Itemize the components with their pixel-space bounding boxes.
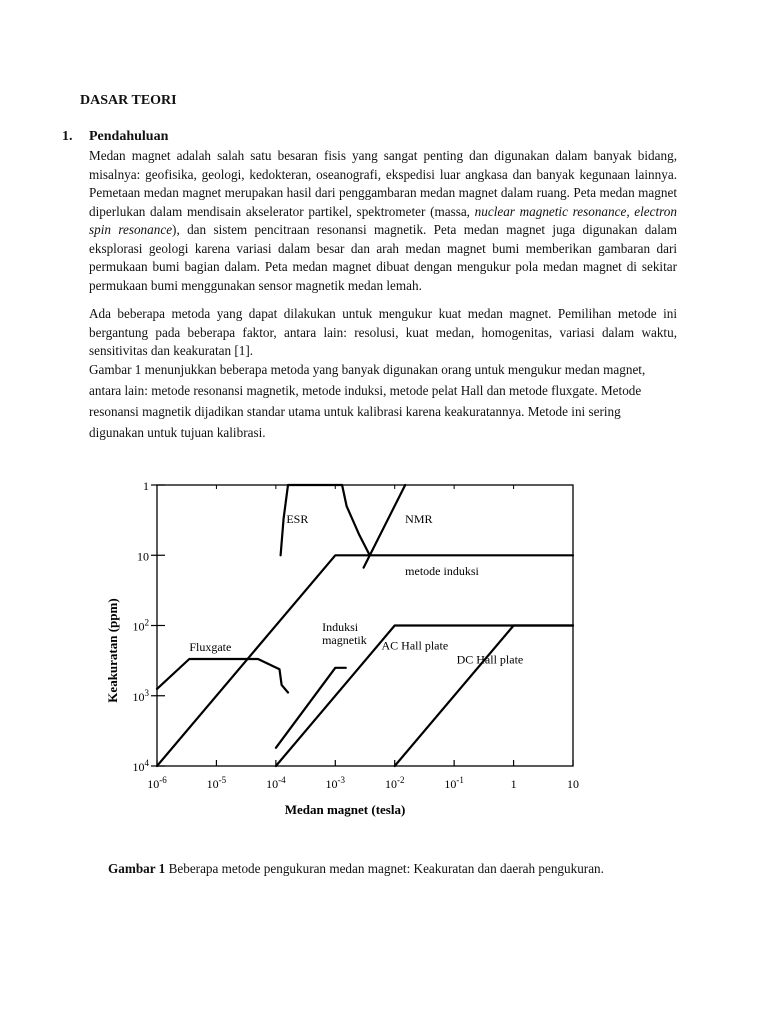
section-number: 1.	[62, 129, 73, 144]
series-label-esr: ESR	[286, 512, 309, 527]
section-heading: DASAR TEORI	[80, 93, 177, 108]
figure-1	[95, 466, 595, 826]
x-tick-label: $10^{-3}$	[325, 775, 346, 791]
accuracy-chart	[95, 466, 595, 826]
series-label-fluxgate: Fluxgate	[189, 639, 232, 654]
series-label-nmr: NMR	[405, 512, 433, 527]
x-tick-label: 1	[510, 777, 517, 791]
y-tick-label: $10^4$	[132, 758, 149, 774]
series-label-metode-induksi: metode induksi	[405, 563, 479, 578]
section-title: Pendahuluan	[89, 129, 169, 144]
x-tick-label: $10^{-6}$	[147, 775, 167, 791]
text-segment: Medan magnet adalah salah satu besaran fisis yang sangat penting dan digunakan dalam banyak bidang, misalnya: geofisika, geologi, kedokteran, oseanografi, ekspedisi luar angkasa dan banyak kegunaan lainnya. Pemetaan medan magnet merupakan hasil dari penggambaran medan magnet dalam ruang. Peta medan magnet diperlukan dalam mendisain akselerator partikel, spektrometer (massa,	[89, 148, 677, 219]
y-tick-label: $10^3$	[132, 687, 149, 704]
series-label-ac-hall-plate: AC Hall plate	[381, 638, 449, 653]
series-label-induksi-magnetik: magnetik	[322, 633, 367, 648]
paragraph-1	[89, 147, 677, 295]
x-tick-label: 10	[567, 777, 579, 791]
figure-caption	[108, 861, 604, 877]
x-tick-label: $10^{-4}$	[266, 775, 286, 791]
x-tick-label: $10^{-2}$	[384, 775, 405, 791]
y-axis-label: Keakuratan (ppm)	[105, 598, 120, 703]
caption-text: Beberapa metode pengukuran medan magnet: Keakuratan dan daerah pengukuran.	[165, 861, 604, 876]
y-tick-label: 1	[143, 479, 149, 493]
x-tick-label: $10^{-1}$	[444, 775, 464, 791]
x-tick-label: $10^{-5}$	[206, 775, 227, 791]
series-label-dc-hall-plate: DC Hall plate	[456, 652, 524, 667]
text-segment: ), dan sistem pencitraan resonansi magnetik. Peta medan magnet juga digunakan dalam eksplorasi geologi karena variasi dalam besar dan arah medan magnet bumi memberikan gambaran dari permukaan bumi bagian dalam. Peta medan magnet dibuat dengan mengukur pola medan magnet di sekitar permukaan bumi menggunakan sensor magnetik medan lemah.	[89, 222, 677, 293]
italic-segment: nuclear magnetic resonance, electron spin resonance	[89, 203, 677, 237]
series-label-induksi-magnetik: Induksi	[322, 620, 359, 635]
series-line-induksi-magnetik	[276, 668, 346, 748]
paragraph-2: Ada beberapa metoda yang dapat dilakukan untuk mengukur kuat medan magnet. Pemilihan metode ini bergantung pada beberapa faktor, antara lain: resolusi, kuat medan, homogenitas, variasi dalam waktu, sensitivitas dan keakuratan [1].	[89, 306, 677, 358]
x-axis-label: Medan magnet (tesla)	[284, 802, 406, 817]
caption-label: Gambar 1	[108, 861, 166, 876]
paragraph-3: Gambar 1 menunjukkan beberapa metoda yang banyak digunakan orang untuk mengukur medan magnet, antara lain: metode resonansi magnetik, metode induksi, metode pelat Hall dan metode fluxgate. Metode resonansi magnetik dijadikan standar utama untuk kalibrasi karena keakuratannya. Metode ini sering digunakan untuk tujuan kalibrasi.	[89, 362, 646, 440]
y-tick-label: $10^2$	[132, 617, 149, 634]
y-tick-label: 10	[137, 549, 149, 564]
